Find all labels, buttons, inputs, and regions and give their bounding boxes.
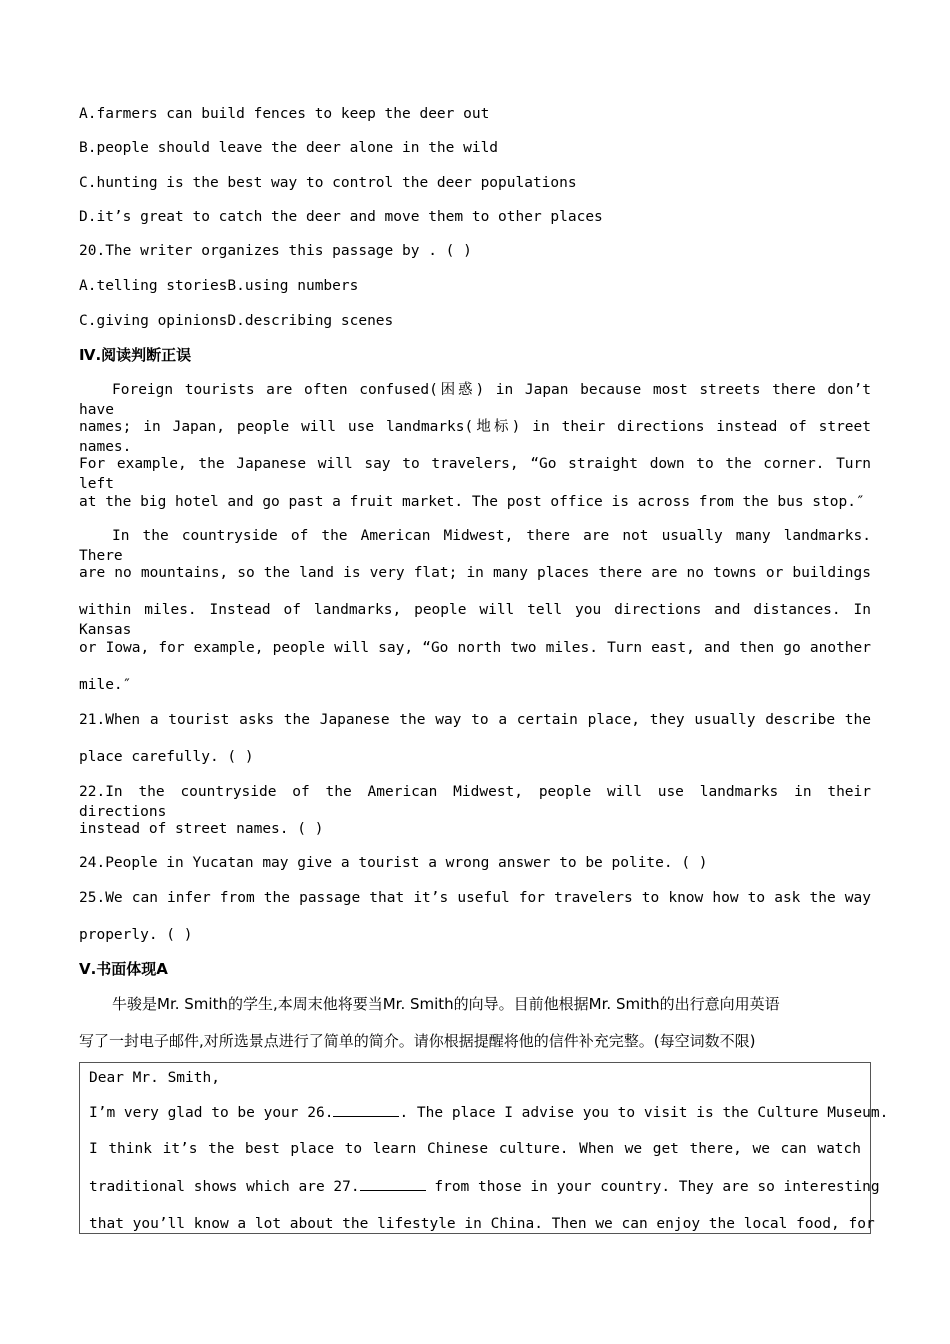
passage-p2-line: or Iowa, for example, people will say, “Go north two miles. Turn east, and then go another xyxy=(79,640,871,656)
instructions-line: 写了一封电子邮件,对所选景点进行了简单的简介。请你根据提醒将他的信件补充完整。(每空词数不限) xyxy=(79,1032,756,1050)
blank-26[interactable] xyxy=(333,1102,399,1117)
letter-greeting: Dear Mr. Smith, xyxy=(89,1070,220,1086)
passage-p1-line: Foreign tourists are often confused(困惑) in Japan because most streets there don’t have xyxy=(79,382,871,418)
option-19c: C.hunting is the best way to control the deer populations xyxy=(79,175,577,191)
question-22: 22.In the countryside of the American Midwest, people will use landmarks in their directions xyxy=(79,784,871,820)
letter-line: that you’ll know a lot about the lifestyle in China. Then we can enjoy the local food, for xyxy=(89,1216,875,1232)
letter-text: from those in your country. They are so interesting xyxy=(425,1179,880,1195)
section-4-heading: Ⅳ.阅读判断正误 xyxy=(79,346,192,364)
question-20: 20.The writer organizes this passage by . ( ) xyxy=(79,243,472,259)
question-25: 25.We can infer from the passage that it’s useful for travelers to know how to ask the way xyxy=(79,890,871,906)
option-19a: A.farmers can build fences to keep the deer out xyxy=(79,106,490,122)
instructions-line: 牛骏是Mr. Smith的学生,本周末他将要当Mr. Smith的向导。目前他根据Mr. Smith的出行意向用英语 xyxy=(112,995,780,1013)
section-5-heading: Ⅴ.书面体现A xyxy=(79,960,168,978)
passage-p1-line: For example, the Japanese will say to travelers, “Go straight down to the corner. Turn left xyxy=(79,456,871,492)
passage-p2-line: In the countryside of the American Midwest, there are not usually many landmarks. There xyxy=(79,528,871,564)
blank-27[interactable] xyxy=(360,1176,426,1191)
passage-p2-line: mile.″ xyxy=(79,677,132,693)
passage-p1-line: at the big hotel and go past a fruit market. The post office is across from the bus stop.″ xyxy=(79,494,865,510)
option-19d: D.it’s great to catch the deer and move them to other places xyxy=(79,209,603,225)
passage-p1-line: names; in Japan, people will use landmarks(地标) in their directions instead of street names. xyxy=(79,419,871,455)
question-22-cont: instead of street names. ( ) xyxy=(79,821,324,837)
letter-line xyxy=(89,1176,880,1197)
question-25-cont: properly. ( ) xyxy=(79,927,193,943)
question-21: 21.When a tourist asks the Japanese the way to a certain place, they usually describe the xyxy=(79,712,871,728)
letter-text: . The place I advise you to visit is the Culture Museum. xyxy=(399,1105,889,1121)
question-24: 24.People in Yucatan may give a tourist a wrong answer to be polite. ( ) xyxy=(79,855,708,871)
letter-line: I think it’s the best place to learn Chinese culture. When we get there, we can watch xyxy=(89,1141,861,1157)
passage-p2-line: within miles. Instead of landmarks, people will tell you directions and distances. In Kansas xyxy=(79,602,871,638)
question-21-cont: place carefully. ( ) xyxy=(79,749,254,765)
option-19b: B.people should leave the deer alone in the wild xyxy=(79,140,499,156)
option-20ab: A.telling storiesB.using numbers xyxy=(79,278,359,294)
option-20cd: C.giving opinionsD.describing scenes xyxy=(79,313,394,329)
passage-p2-line: are no mountains, so the land is very flat; in many places there are no towns or buildings xyxy=(79,565,871,581)
letter-text: I’m very glad to be your 26. xyxy=(89,1105,334,1121)
letter-line xyxy=(89,1102,889,1123)
letter-box xyxy=(79,1062,889,1234)
letter-text: traditional shows which are 27. xyxy=(89,1179,360,1195)
